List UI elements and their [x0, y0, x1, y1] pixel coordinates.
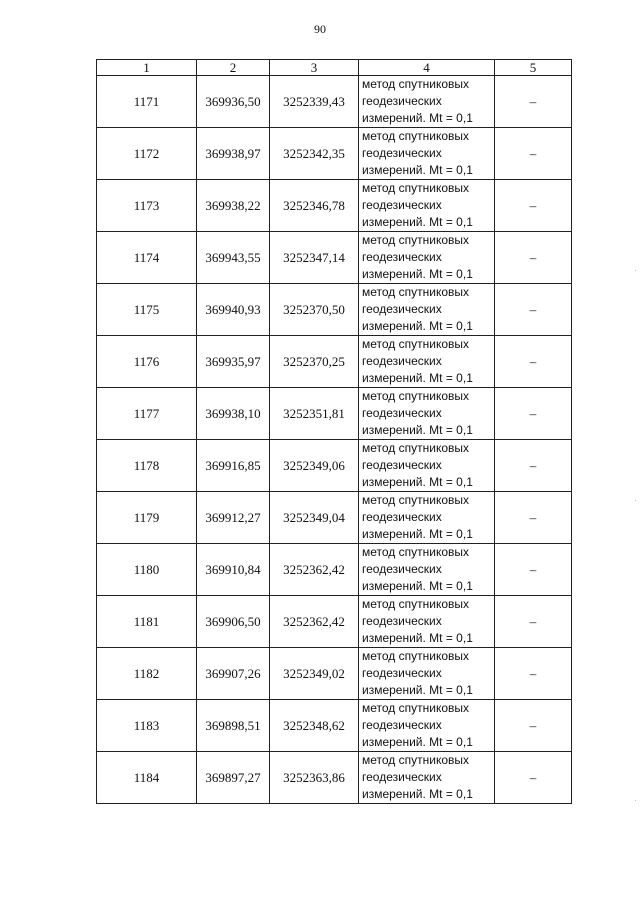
y-coordinate-cell: 3252351,81: [270, 388, 359, 440]
table-row: [97, 544, 572, 596]
x-coordinate-cell: 369906,50: [197, 596, 270, 648]
method-text-line: геодезических: [362, 302, 442, 316]
table-body: [97, 76, 572, 804]
x-coordinate-cell: 369936,50: [197, 76, 270, 128]
method-cell: [359, 648, 495, 700]
method-text-line: геодезических: [362, 718, 442, 732]
x-coordinate-cell: 369935,97: [197, 336, 270, 388]
table-row: [97, 440, 572, 492]
point-number-cell: 1177: [97, 388, 197, 440]
method-text-line: геодезических: [362, 94, 442, 108]
note-cell: –: [495, 128, 572, 180]
point-number-cell: 1172: [97, 128, 197, 180]
x-coordinate-cell: 369898,51: [197, 700, 270, 752]
note-cell: –: [495, 180, 572, 232]
scan-mark: [635, 800, 636, 801]
note-cell: –: [495, 284, 572, 336]
method-text-line: геодезических: [362, 562, 442, 576]
method-text-line: измерений. Mt = 0,1: [362, 423, 473, 437]
note-cell: –: [495, 544, 572, 596]
column-header-5: 5: [495, 60, 572, 76]
method-text-line: измерений. Mt = 0,1: [362, 631, 473, 645]
method-text-line: метод спутниковых: [362, 545, 470, 559]
method-text-line: метод спутниковых: [362, 233, 470, 247]
method-text-line: метод спутниковых: [362, 597, 470, 611]
table-row: [97, 752, 572, 804]
table-row: [97, 492, 572, 544]
page-number: 90: [314, 22, 326, 36]
y-coordinate-cell: 3252363,86: [270, 752, 359, 804]
method-text-line: геодезических: [362, 146, 442, 160]
table-row: [97, 232, 572, 284]
x-coordinate-cell: 369938,97: [197, 128, 270, 180]
method-cell: [359, 180, 495, 232]
method-text-line: измерений. Mt = 0,1: [362, 527, 473, 541]
method-text-line: метод спутниковых: [362, 701, 470, 715]
note-cell: –: [495, 440, 572, 492]
point-number-cell: 1174: [97, 232, 197, 284]
method-text-line: геодезических: [362, 666, 442, 680]
y-coordinate-cell: 3252370,25: [270, 336, 359, 388]
y-coordinate-cell: 3252349,02: [270, 648, 359, 700]
method-text-line: измерений. Mt = 0,1: [362, 111, 473, 125]
note-cell: –: [495, 648, 572, 700]
method-text-line: геодезических: [362, 250, 442, 264]
point-number-cell: 1183: [97, 700, 197, 752]
table-row: [97, 388, 572, 440]
note-cell: –: [495, 232, 572, 284]
point-number-cell: 1184: [97, 752, 197, 804]
column-header-3: 3: [270, 60, 359, 76]
note-cell: –: [495, 596, 572, 648]
column-header-1: 1: [97, 60, 197, 76]
y-coordinate-cell: 3252347,14: [270, 232, 359, 284]
x-coordinate-cell: 369943,55: [197, 232, 270, 284]
y-coordinate-cell: 3252349,04: [270, 492, 359, 544]
method-text-line: геодезических: [362, 354, 442, 368]
note-cell: –: [495, 752, 572, 804]
method-text-line: метод спутниковых: [362, 285, 470, 299]
point-number-cell: 1181: [97, 596, 197, 648]
method-text-line: метод спутниковых: [362, 181, 470, 195]
method-cell: [359, 544, 495, 596]
x-coordinate-cell: 369912,27: [197, 492, 270, 544]
method-text-line: измерений. Mt = 0,1: [362, 371, 473, 385]
x-coordinate-cell: 369910,84: [197, 544, 270, 596]
point-number-cell: 1182: [97, 648, 197, 700]
method-text-line: метод спутниковых: [362, 753, 470, 767]
method-text-line: измерений. Mt = 0,1: [362, 163, 473, 177]
method-text-line: геодезических: [362, 198, 442, 212]
table-row: [97, 648, 572, 700]
x-coordinate-cell: 369907,26: [197, 648, 270, 700]
y-coordinate-cell: 3252348,62: [270, 700, 359, 752]
method-cell: [359, 284, 495, 336]
method-cell: [359, 440, 495, 492]
x-coordinate-cell: 369940,93: [197, 284, 270, 336]
y-coordinate-cell: 3252362,42: [270, 544, 359, 596]
method-text-line: измерений. Mt = 0,1: [362, 787, 473, 801]
method-text-line: геодезических: [362, 458, 442, 472]
table-row: [97, 596, 572, 648]
point-number-cell: 1176: [97, 336, 197, 388]
note-cell: –: [495, 700, 572, 752]
method-text-line: измерений. Mt = 0,1: [362, 319, 473, 333]
point-number-cell: 1175: [97, 284, 197, 336]
method-cell: [359, 388, 495, 440]
method-cell: [359, 128, 495, 180]
note-cell: –: [495, 388, 572, 440]
method-cell: [359, 596, 495, 648]
x-coordinate-cell: 369916,85: [197, 440, 270, 492]
point-number-cell: 1180: [97, 544, 197, 596]
x-coordinate-cell: 369938,22: [197, 180, 270, 232]
method-text-line: измерений. Mt = 0,1: [362, 475, 473, 489]
method-text-line: метод спутниковых: [362, 649, 470, 663]
point-number-cell: 1171: [97, 76, 197, 128]
note-cell: –: [495, 76, 572, 128]
note-cell: –: [495, 336, 572, 388]
x-coordinate-cell: 369938,10: [197, 388, 270, 440]
method-text-line: метод спутниковых: [362, 129, 470, 143]
method-cell: [359, 700, 495, 752]
point-number-cell: 1179: [97, 492, 197, 544]
scan-mark: [635, 270, 636, 271]
note-cell: –: [495, 492, 572, 544]
y-coordinate-cell: 3252370,50: [270, 284, 359, 336]
method-text-line: метод спутниковых: [362, 441, 470, 455]
method-text-line: метод спутниковых: [362, 389, 470, 403]
table-row: [97, 284, 572, 336]
method-text-line: метод спутниковых: [362, 77, 470, 91]
table-row: [97, 76, 572, 128]
method-text-line: геодезических: [362, 614, 442, 628]
table-row: [97, 128, 572, 180]
y-coordinate-cell: 3252339,43: [270, 76, 359, 128]
coordinates-table: [96, 59, 572, 804]
method-text-line: метод спутниковых: [362, 337, 470, 351]
method-text-line: измерений. Mt = 0,1: [362, 215, 473, 229]
method-text-line: геодезических: [362, 510, 442, 524]
point-number-cell: 1178: [97, 440, 197, 492]
y-coordinate-cell: 3252346,78: [270, 180, 359, 232]
method-cell: [359, 336, 495, 388]
y-coordinate-cell: 3252362,42: [270, 596, 359, 648]
method-text-line: метод спутниковых: [362, 493, 470, 507]
scan-mark: [635, 500, 636, 501]
method-cell: [359, 752, 495, 804]
method-cell: [359, 492, 495, 544]
column-header-4: 4: [359, 60, 495, 76]
method-text-line: измерений. Mt = 0,1: [362, 579, 473, 593]
method-text-line: геодезических: [362, 770, 442, 784]
x-coordinate-cell: 369897,27: [197, 752, 270, 804]
table-row: [97, 336, 572, 388]
y-coordinate-cell: 3252349,06: [270, 440, 359, 492]
table-header-row: [97, 60, 572, 76]
method-text-line: измерений. Mt = 0,1: [362, 267, 473, 281]
table-row: [97, 180, 572, 232]
method-cell: [359, 232, 495, 284]
table-row: [97, 700, 572, 752]
method-text-line: измерений. Mt = 0,1: [362, 683, 473, 697]
y-coordinate-cell: 3252342,35: [270, 128, 359, 180]
point-number-cell: 1173: [97, 180, 197, 232]
method-text-line: геодезических: [362, 406, 442, 420]
method-cell: [359, 76, 495, 128]
method-text-line: измерений. Mt = 0,1: [362, 735, 473, 749]
column-header-2: 2: [197, 60, 270, 76]
